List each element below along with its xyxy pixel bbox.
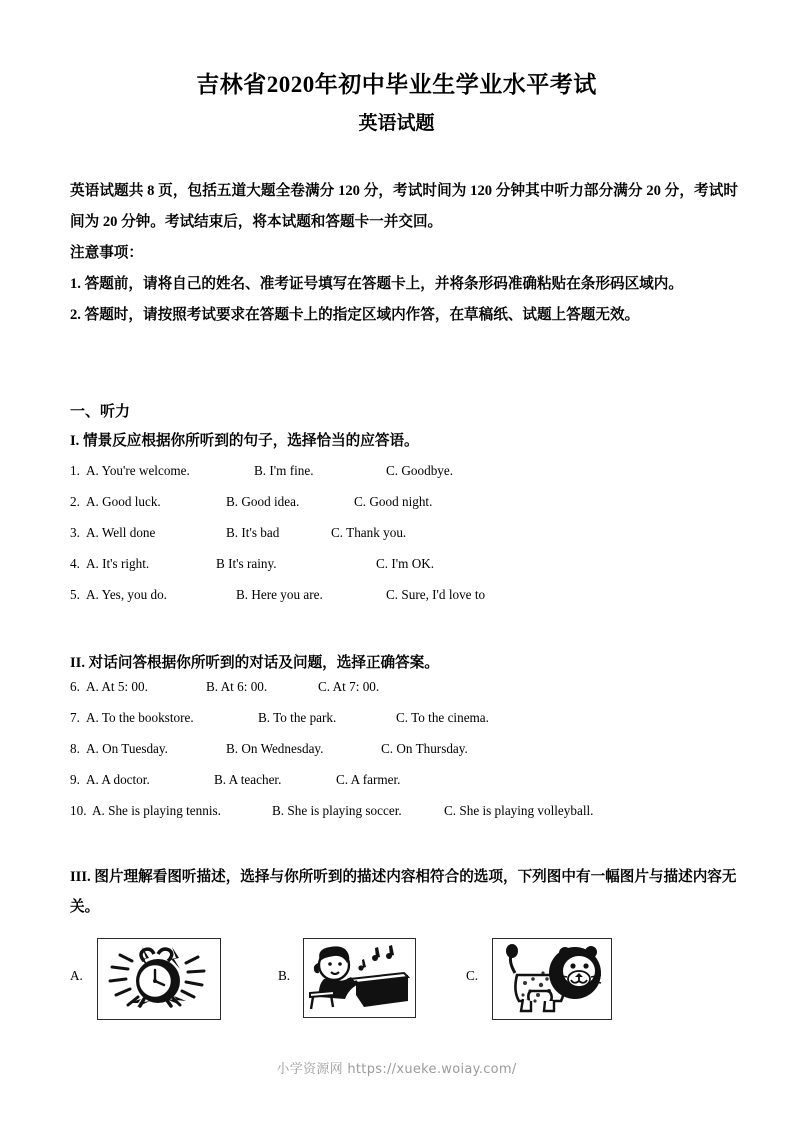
instruction-line: 英语试题共 8 页，包括五道大题全卷满分 120 分，考试时间为 120 分钟其中听力部分满分 20 分，考试时间为 20 分钟。考试结束后，将本试题和答题卡一并交回。 — [70, 183, 738, 230]
option-a[interactable]: A. It's right. — [86, 556, 150, 571]
question-row — [70, 741, 770, 761]
question-number: 4. — [70, 556, 80, 571]
option-b[interactable]: B. It's bad — [226, 525, 280, 540]
question-number: 5. — [70, 587, 80, 602]
footer-watermark: 小学资源网 https://xueke.woiay.com/ — [276, 1062, 517, 1077]
option-c[interactable]: C. Goodbye. — [386, 463, 454, 478]
question-number: 7. — [70, 710, 80, 725]
question-row — [70, 494, 770, 514]
option-a[interactable]: A. Well done — [86, 525, 156, 540]
option-c[interactable]: C. Good night. — [354, 494, 433, 509]
picture-options-row — [0, 938, 793, 1028]
option-c[interactable]: C. She is playing volleyball. — [444, 803, 594, 818]
notice-item-2: 2. 答题时，请按照考试要求在答题卡上的指定区域内作答，在草稿纸、试题上答题无效。 — [70, 307, 640, 323]
question-row — [70, 587, 770, 607]
question-number: 8. — [70, 741, 80, 756]
option-c[interactable]: C. I'm OK. — [376, 556, 435, 571]
option-b[interactable]: B. She is playing soccer. — [272, 803, 402, 818]
picture-option-a[interactable] — [97, 938, 221, 1020]
question-number: 3. — [70, 525, 80, 540]
option-b[interactable]: B. I'm fine. — [254, 463, 314, 478]
question-row — [70, 710, 770, 730]
option-c[interactable]: C. Thank you. — [331, 525, 407, 540]
exam-instructions — [70, 176, 738, 331]
part-3-label: III. — [70, 869, 91, 885]
notice-item-1: 1. 答题前，请将自己的姓名、准考证号填写在答题卡上，并将条形码准确粘贴在条形码区域内。 — [70, 276, 683, 292]
option-b[interactable]: B. A teacher. — [214, 772, 282, 787]
picture-label-b: B. — [278, 968, 291, 983]
part-3-title: 图片理解看图听描述，选择与你所听到的描述内容相符合的选项，下列图中有一幅图片与描述内容无关。 — [70, 869, 737, 915]
option-a[interactable]: A. You're welcome. — [86, 463, 190, 478]
part-1-title: 情景反应根据你所听到的句子，选择恰当的应答语。 — [82, 433, 419, 449]
option-a[interactable]: A. A doctor. — [86, 772, 150, 787]
question-number: 10. — [70, 803, 87, 818]
part-1-label: I. — [70, 433, 80, 449]
question-number: 9. — [70, 772, 80, 787]
question-row — [70, 803, 770, 823]
page-subtitle: 英语试题 — [358, 113, 435, 134]
option-b[interactable]: B. On Wednesday. — [226, 741, 324, 756]
option-a[interactable]: A. To the bookstore. — [86, 710, 194, 725]
part-heading-3 — [70, 862, 740, 922]
picture-label-c: C. — [466, 968, 479, 983]
part-2-title: 对话问答根据你所听到的对话及问题，选择正确答案。 — [88, 655, 439, 671]
option-a[interactable]: A. She is playing tennis. — [92, 803, 221, 818]
page-title: 吉林省2020年初中毕业生学业水平考试 — [196, 72, 597, 97]
part-heading-1 — [70, 426, 740, 456]
picture-option-c[interactable] — [492, 938, 612, 1020]
lion-icon — [493, 939, 611, 1017]
question-number: 2. — [70, 494, 80, 509]
option-c[interactable]: C. Sure, I'd love to — [386, 587, 486, 602]
question-row — [70, 679, 770, 699]
child-playing-piano-icon — [304, 939, 415, 1015]
picture-option-b[interactable] — [303, 938, 416, 1018]
section-heading-listening: 一、听力 — [70, 404, 131, 420]
question-row — [70, 463, 770, 483]
option-b[interactable]: B. Good idea. — [226, 494, 300, 509]
option-c[interactable]: C. To the cinema. — [396, 710, 489, 725]
question-number: 1. — [70, 463, 80, 478]
option-a[interactable]: A. Good luck. — [86, 494, 161, 509]
option-c[interactable]: C. A farmer. — [336, 772, 401, 787]
option-b[interactable]: B. At 6: 00. — [206, 679, 268, 694]
option-a[interactable]: A. On Tuesday. — [86, 741, 168, 756]
option-b[interactable]: B It's rainy. — [216, 556, 277, 571]
part-heading-2 — [70, 648, 740, 678]
question-row — [70, 772, 770, 792]
option-b[interactable]: B. Here you are. — [236, 587, 323, 602]
alarm-clock-ringing-icon — [98, 939, 220, 1017]
option-c[interactable]: C. At 7: 00. — [318, 679, 380, 694]
option-a[interactable]: A. Yes, you do. — [86, 587, 167, 602]
question-row — [70, 525, 770, 545]
question-row — [70, 556, 770, 576]
part-2-label: II. — [70, 655, 86, 671]
question-number: 6. — [70, 679, 80, 694]
option-a[interactable]: A. At 5: 00. — [86, 679, 148, 694]
notice-heading: 注意事项： — [70, 245, 143, 261]
option-c[interactable]: C. On Thursday. — [381, 741, 468, 756]
picture-label-a: A. — [70, 968, 83, 983]
option-b[interactable]: B. To the park. — [258, 710, 337, 725]
